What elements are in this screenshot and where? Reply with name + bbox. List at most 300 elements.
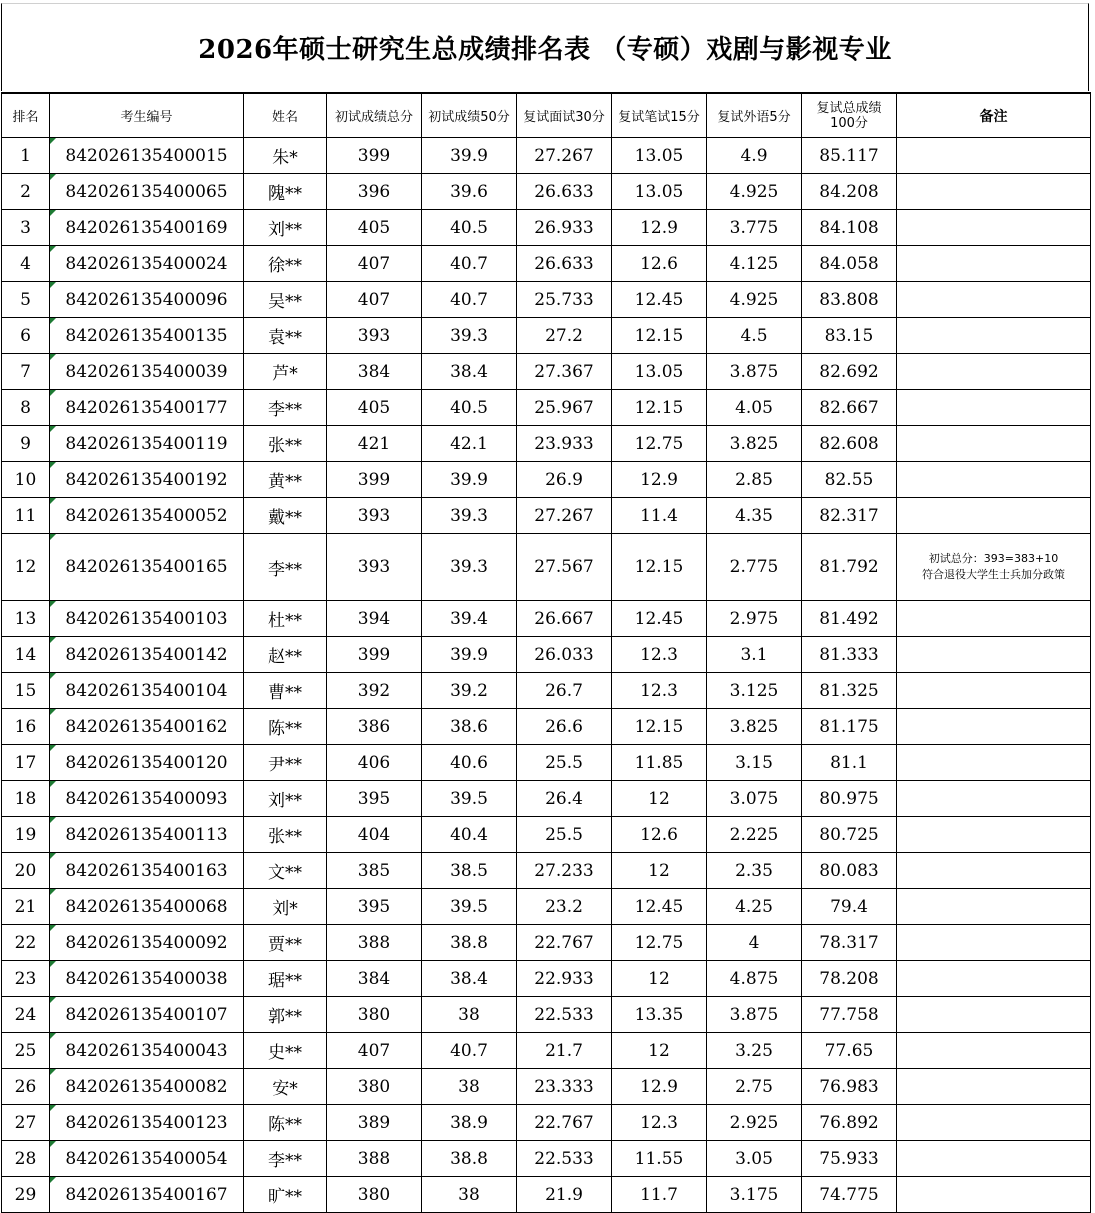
cell-written-15[interactable]: 13.35 [612,997,707,1033]
cell-interview-30[interactable]: 26.633 [517,174,612,210]
cell-interview-30[interactable]: 27.2 [517,318,612,354]
cell-foreign-5[interactable]: 4.925 [707,174,802,210]
cell-retest-total[interactable]: 83.15 [802,318,897,354]
cell-initial-50[interactable]: 39.3 [422,534,517,601]
cell-exam-id[interactable]: 842026135400082 [50,1069,244,1105]
cell-exam-id[interactable]: 842026135400123 [50,1105,244,1141]
cell-rank[interactable]: 10 [2,462,50,498]
cell-foreign-5[interactable]: 4.125 [707,246,802,282]
cell-rank[interactable]: 5 [2,282,50,318]
cell-interview-30[interactable]: 26.933 [517,210,612,246]
cell-retest-total[interactable]: 81.792 [802,534,897,601]
cell-initial-50[interactable]: 42.1 [422,426,517,462]
cell-retest-total[interactable]: 78.317 [802,925,897,961]
cell-rank[interactable]: 23 [2,961,50,997]
cell-written-15[interactable]: 12.15 [612,709,707,745]
cell-written-15[interactable]: 12.75 [612,426,707,462]
cell-name[interactable]: 吴** [244,282,327,318]
cell-rank[interactable]: 19 [2,817,50,853]
cell-name[interactable]: 袁** [244,318,327,354]
cell-interview-30[interactable]: 27.367 [517,354,612,390]
cell-rank[interactable]: 16 [2,709,50,745]
cell-interview-30[interactable]: 22.533 [517,1141,612,1177]
cell-written-15[interactable]: 12 [612,853,707,889]
cell-interview-30[interactable]: 26.4 [517,781,612,817]
cell-foreign-5[interactable]: 4.925 [707,282,802,318]
cell-interview-30[interactable]: 22.933 [517,961,612,997]
cell-rank[interactable]: 14 [2,637,50,673]
cell-name[interactable]: 黄** [244,462,327,498]
cell-rank[interactable]: 17 [2,745,50,781]
cell-notes[interactable] [897,997,1091,1033]
cell-rank[interactable]: 26 [2,1069,50,1105]
cell-retest-total[interactable]: 81.333 [802,637,897,673]
cell-foreign-5[interactable]: 3.825 [707,709,802,745]
cell-foreign-5[interactable]: 2.975 [707,601,802,637]
header-notes[interactable]: 备注 [897,93,1091,138]
cell-rank[interactable]: 6 [2,318,50,354]
cell-written-15[interactable]: 12.75 [612,925,707,961]
cell-retest-total[interactable]: 74.775 [802,1177,897,1213]
cell-foreign-5[interactable]: 4.5 [707,318,802,354]
cell-initial-50[interactable]: 38 [422,1069,517,1105]
cell-notes[interactable] [897,246,1091,282]
cell-initial-50[interactable]: 38.8 [422,1141,517,1177]
cell-retest-total[interactable]: 75.933 [802,1141,897,1177]
cell-rank[interactable]: 11 [2,498,50,534]
cell-retest-total[interactable]: 81.492 [802,601,897,637]
cell-notes[interactable] [897,462,1091,498]
cell-initial-50[interactable]: 39.2 [422,673,517,709]
cell-exam-id[interactable]: 842026135400142 [50,637,244,673]
cell-interview-30[interactable]: 25.5 [517,817,612,853]
cell-notes[interactable] [897,282,1091,318]
cell-notes[interactable] [897,673,1091,709]
cell-notes[interactable] [897,210,1091,246]
cell-interview-30[interactable]: 23.2 [517,889,612,925]
cell-initial-50[interactable]: 40.5 [422,390,517,426]
cell-written-15[interactable]: 12 [612,1033,707,1069]
cell-interview-30[interactable]: 27.233 [517,853,612,889]
cell-interview-30[interactable]: 22.533 [517,997,612,1033]
cell-foreign-5[interactable]: 2.925 [707,1105,802,1141]
cell-notes[interactable] [897,138,1091,174]
cell-retest-total[interactable]: 82.667 [802,390,897,426]
cell-foreign-5[interactable]: 3.125 [707,673,802,709]
header-foreign-5[interactable]: 复试外语5分 [707,93,802,138]
cell-name[interactable]: 李** [244,390,327,426]
cell-initial-total[interactable]: 392 [327,673,422,709]
cell-written-15[interactable]: 11.4 [612,498,707,534]
cell-initial-total[interactable]: 395 [327,781,422,817]
cell-written-15[interactable]: 12.9 [612,1069,707,1105]
cell-initial-50[interactable]: 39.4 [422,601,517,637]
cell-rank[interactable]: 15 [2,673,50,709]
cell-initial-50[interactable]: 40.5 [422,210,517,246]
cell-name[interactable]: 曹** [244,673,327,709]
cell-notes[interactable] [897,853,1091,889]
cell-initial-50[interactable]: 39.5 [422,889,517,925]
cell-foreign-5[interactable]: 3.825 [707,426,802,462]
cell-interview-30[interactable]: 26.7 [517,673,612,709]
cell-foreign-5[interactable]: 3.05 [707,1141,802,1177]
cell-exam-id[interactable]: 842026135400163 [50,853,244,889]
cell-initial-total[interactable]: 393 [327,318,422,354]
cell-written-15[interactable]: 12.45 [612,282,707,318]
cell-foreign-5[interactable]: 3.775 [707,210,802,246]
cell-interview-30[interactable]: 23.933 [517,426,612,462]
header-interview-30[interactable]: 复试面试30分 [517,93,612,138]
cell-rank[interactable]: 18 [2,781,50,817]
cell-exam-id[interactable]: 842026135400038 [50,961,244,997]
cell-interview-30[interactable]: 26.6 [517,709,612,745]
cell-retest-total[interactable]: 80.975 [802,781,897,817]
cell-notes[interactable] [897,498,1091,534]
cell-initial-total[interactable]: 393 [327,534,422,601]
cell-initial-total[interactable]: 380 [327,1069,422,1105]
cell-retest-total[interactable]: 77.65 [802,1033,897,1069]
cell-initial-total[interactable]: 384 [327,961,422,997]
cell-name[interactable]: 陈** [244,1105,327,1141]
cell-notes[interactable] [897,174,1091,210]
cell-initial-50[interactable]: 40.4 [422,817,517,853]
cell-retest-total[interactable]: 80.725 [802,817,897,853]
cell-written-15[interactable]: 11.55 [612,1141,707,1177]
cell-initial-50[interactable]: 38.9 [422,1105,517,1141]
cell-exam-id[interactable]: 842026135400177 [50,390,244,426]
cell-interview-30[interactable]: 27.267 [517,498,612,534]
cell-foreign-5[interactable]: 4.9 [707,138,802,174]
cell-initial-total[interactable]: 388 [327,925,422,961]
cell-written-15[interactable]: 12.9 [612,462,707,498]
cell-foreign-5[interactable]: 3.25 [707,1033,802,1069]
cell-initial-total[interactable]: 407 [327,1033,422,1069]
cell-exam-id[interactable]: 842026135400167 [50,1177,244,1213]
cell-rank[interactable]: 24 [2,997,50,1033]
cell-initial-total[interactable]: 421 [327,426,422,462]
cell-initial-total[interactable]: 385 [327,853,422,889]
cell-notes[interactable] [897,1105,1091,1141]
cell-initial-total[interactable]: 388 [327,1141,422,1177]
cell-foreign-5[interactable]: 3.875 [707,354,802,390]
cell-retest-total[interactable]: 81.1 [802,745,897,781]
cell-foreign-5[interactable]: 2.775 [707,534,802,601]
cell-written-15[interactable]: 11.7 [612,1177,707,1213]
cell-initial-50[interactable]: 38.4 [422,354,517,390]
cell-notes[interactable] [897,390,1091,426]
cell-retest-total[interactable]: 80.083 [802,853,897,889]
cell-initial-total[interactable]: 407 [327,282,422,318]
cell-initial-total[interactable]: 380 [327,997,422,1033]
cell-name[interactable]: 刘** [244,781,327,817]
cell-foreign-5[interactable]: 2.85 [707,462,802,498]
cell-exam-id[interactable]: 842026135400039 [50,354,244,390]
cell-initial-50[interactable]: 40.6 [422,745,517,781]
cell-name[interactable]: 安* [244,1069,327,1105]
cell-initial-total[interactable]: 406 [327,745,422,781]
cell-name[interactable]: 赵** [244,637,327,673]
cell-foreign-5[interactable]: 4.25 [707,889,802,925]
cell-interview-30[interactable]: 25.733 [517,282,612,318]
cell-written-15[interactable]: 12.15 [612,534,707,601]
cell-rank[interactable]: 12 [2,534,50,601]
cell-written-15[interactable]: 13.05 [612,138,707,174]
cell-exam-id[interactable]: 842026135400162 [50,709,244,745]
cell-initial-total[interactable]: 380 [327,1177,422,1213]
cell-exam-id[interactable]: 842026135400024 [50,246,244,282]
cell-foreign-5[interactable]: 2.75 [707,1069,802,1105]
cell-interview-30[interactable]: 26.033 [517,637,612,673]
cell-rank[interactable]: 1 [2,138,50,174]
cell-rank[interactable]: 28 [2,1141,50,1177]
cell-retest-total[interactable]: 82.608 [802,426,897,462]
cell-notes[interactable] [897,961,1091,997]
cell-initial-50[interactable]: 40.7 [422,246,517,282]
cell-name[interactable]: 贾** [244,925,327,961]
cell-initial-50[interactable]: 38 [422,997,517,1033]
cell-exam-id[interactable]: 842026135400120 [50,745,244,781]
cell-notes[interactable] [897,1069,1091,1105]
cell-written-15[interactable]: 11.85 [612,745,707,781]
cell-initial-50[interactable]: 39.9 [422,462,517,498]
cell-interview-30[interactable]: 26.9 [517,462,612,498]
cell-foreign-5[interactable]: 4.875 [707,961,802,997]
cell-interview-30[interactable]: 21.9 [517,1177,612,1213]
cell-exam-id[interactable]: 842026135400052 [50,498,244,534]
cell-rank[interactable]: 2 [2,174,50,210]
cell-exam-id[interactable]: 842026135400113 [50,817,244,853]
cell-initial-total[interactable]: 405 [327,390,422,426]
cell-foreign-5[interactable]: 3.1 [707,637,802,673]
title-cell[interactable] [1,3,1089,91]
cell-rank[interactable]: 20 [2,853,50,889]
cell-notes[interactable] [897,817,1091,853]
cell-retest-total[interactable]: 82.692 [802,354,897,390]
cell-foreign-5[interactable]: 4.05 [707,390,802,426]
cell-exam-id[interactable]: 842026135400043 [50,1033,244,1069]
header-exam-id[interactable]: 考生编号 [50,93,244,138]
cell-exam-id[interactable]: 842026135400107 [50,997,244,1033]
cell-notes[interactable] [897,601,1091,637]
cell-name[interactable]: 刘** [244,210,327,246]
cell-interview-30[interactable]: 27.567 [517,534,612,601]
cell-interview-30[interactable]: 25.5 [517,745,612,781]
cell-initial-50[interactable]: 38.4 [422,961,517,997]
cell-written-15[interactable]: 12.45 [612,889,707,925]
cell-initial-total[interactable]: 394 [327,601,422,637]
header-initial-50[interactable]: 初试成绩50分 [422,93,517,138]
cell-foreign-5[interactable]: 3.175 [707,1177,802,1213]
cell-notes[interactable] [897,1177,1091,1213]
cell-written-15[interactable]: 12.3 [612,673,707,709]
cell-written-15[interactable]: 12.3 [612,1105,707,1141]
cell-retest-total[interactable]: 84.208 [802,174,897,210]
cell-retest-total[interactable]: 83.808 [802,282,897,318]
cell-initial-50[interactable]: 39.3 [422,498,517,534]
cell-initial-50[interactable]: 39.9 [422,637,517,673]
cell-retest-total[interactable]: 84.058 [802,246,897,282]
cell-initial-total[interactable]: 393 [327,498,422,534]
cell-name[interactable]: 旷** [244,1177,327,1213]
cell-retest-total[interactable]: 77.758 [802,997,897,1033]
cell-name[interactable]: 陈** [244,709,327,745]
cell-exam-id[interactable]: 842026135400119 [50,426,244,462]
cell-initial-50[interactable]: 39.3 [422,318,517,354]
cell-exam-id[interactable]: 842026135400068 [50,889,244,925]
cell-written-15[interactable]: 12.15 [612,390,707,426]
cell-exam-id[interactable]: 842026135400103 [50,601,244,637]
cell-retest-total[interactable]: 76.892 [802,1105,897,1141]
cell-foreign-5[interactable]: 3.075 [707,781,802,817]
cell-foreign-5[interactable]: 4 [707,925,802,961]
cell-exam-id[interactable]: 842026135400093 [50,781,244,817]
cell-notes[interactable] [897,925,1091,961]
header-initial-total[interactable]: 初试成绩总分 [327,93,422,138]
cell-exam-id[interactable]: 842026135400096 [50,282,244,318]
header-name[interactable]: 姓名 [244,93,327,138]
cell-written-15[interactable]: 12.45 [612,601,707,637]
cell-name[interactable]: 琚** [244,961,327,997]
cell-name[interactable]: 徐** [244,246,327,282]
cell-notes[interactable] [897,318,1091,354]
cell-notes[interactable] [897,1141,1091,1177]
cell-retest-total[interactable]: 84.108 [802,210,897,246]
cell-initial-50[interactable]: 39.9 [422,138,517,174]
cell-initial-total[interactable]: 395 [327,889,422,925]
cell-written-15[interactable]: 12.15 [612,318,707,354]
cell-initial-total[interactable]: 399 [327,637,422,673]
cell-retest-total[interactable]: 81.175 [802,709,897,745]
cell-notes[interactable] [897,889,1091,925]
cell-rank[interactable]: 22 [2,925,50,961]
cell-name[interactable]: 戴** [244,498,327,534]
cell-rank[interactable]: 7 [2,354,50,390]
cell-interview-30[interactable]: 27.267 [517,138,612,174]
cell-foreign-5[interactable]: 3.875 [707,997,802,1033]
cell-foreign-5[interactable]: 3.15 [707,745,802,781]
cell-initial-50[interactable]: 39.5 [422,781,517,817]
cell-initial-total[interactable]: 389 [327,1105,422,1141]
cell-initial-50[interactable]: 39.6 [422,174,517,210]
cell-rank[interactable]: 21 [2,889,50,925]
cell-name[interactable]: 隗** [244,174,327,210]
cell-initial-50[interactable]: 40.7 [422,282,517,318]
cell-name[interactable]: 史** [244,1033,327,1069]
header-written-15[interactable]: 复试笔试15分 [612,93,707,138]
cell-name[interactable]: 张** [244,817,327,853]
cell-interview-30[interactable]: 22.767 [517,1105,612,1141]
cell-rank[interactable]: 4 [2,246,50,282]
cell-initial-total[interactable]: 399 [327,462,422,498]
cell-initial-50[interactable]: 38.6 [422,709,517,745]
cell-name[interactable]: 朱* [244,138,327,174]
cell-rank[interactable]: 13 [2,601,50,637]
cell-rank[interactable]: 3 [2,210,50,246]
cell-interview-30[interactable]: 26.633 [517,246,612,282]
cell-initial-total[interactable]: 405 [327,210,422,246]
cell-rank[interactable]: 8 [2,390,50,426]
cell-notes[interactable] [897,1033,1091,1069]
cell-exam-id[interactable]: 842026135400065 [50,174,244,210]
cell-written-15[interactable]: 12.6 [612,817,707,853]
cell-name[interactable]: 文** [244,853,327,889]
header-retest-total[interactable] [802,93,897,138]
cell-interview-30[interactable]: 22.767 [517,925,612,961]
header-rank[interactable]: 排名 [2,93,50,138]
cell-notes[interactable] [897,709,1091,745]
cell-exam-id[interactable]: 842026135400192 [50,462,244,498]
cell-rank[interactable]: 9 [2,426,50,462]
cell-exam-id[interactable]: 842026135400092 [50,925,244,961]
cell-notes[interactable] [897,781,1091,817]
cell-rank[interactable]: 27 [2,1105,50,1141]
cell-name[interactable]: 郭** [244,997,327,1033]
cell-retest-total[interactable]: 78.208 [802,961,897,997]
cell-written-15[interactable]: 12.3 [612,637,707,673]
cell-written-15[interactable]: 13.05 [612,174,707,210]
cell-initial-50[interactable]: 38 [422,1177,517,1213]
cell-exam-id[interactable]: 842026135400015 [50,138,244,174]
cell-retest-total[interactable]: 81.325 [802,673,897,709]
cell-written-15[interactable]: 12 [612,961,707,997]
cell-foreign-5[interactable]: 2.225 [707,817,802,853]
cell-initial-total[interactable]: 399 [327,138,422,174]
cell-notes[interactable] [897,534,1091,601]
cell-notes[interactable] [897,354,1091,390]
cell-retest-total[interactable]: 82.55 [802,462,897,498]
cell-initial-50[interactable]: 38.8 [422,925,517,961]
cell-name[interactable]: 尹** [244,745,327,781]
cell-retest-total[interactable]: 85.117 [802,138,897,174]
cell-exam-id[interactable]: 842026135400165 [50,534,244,601]
cell-name[interactable]: 李** [244,1141,327,1177]
cell-exam-id[interactable]: 842026135400169 [50,210,244,246]
cell-written-15[interactable]: 12.9 [612,210,707,246]
cell-written-15[interactable]: 12 [612,781,707,817]
cell-name[interactable]: 杜** [244,601,327,637]
cell-exam-id[interactable]: 842026135400135 [50,318,244,354]
cell-notes[interactable] [897,637,1091,673]
cell-name[interactable]: 张** [244,426,327,462]
cell-notes[interactable] [897,426,1091,462]
cell-interview-30[interactable]: 26.667 [517,601,612,637]
cell-written-15[interactable]: 12.6 [612,246,707,282]
cell-interview-30[interactable]: 21.7 [517,1033,612,1069]
cell-initial-total[interactable]: 386 [327,709,422,745]
cell-retest-total[interactable]: 82.317 [802,498,897,534]
cell-foreign-5[interactable]: 4.35 [707,498,802,534]
cell-exam-id[interactable]: 842026135400054 [50,1141,244,1177]
cell-retest-total[interactable]: 79.4 [802,889,897,925]
cell-initial-total[interactable]: 384 [327,354,422,390]
cell-name[interactable]: 刘* [244,889,327,925]
cell-name[interactable]: 李** [244,534,327,601]
cell-interview-30[interactable]: 23.333 [517,1069,612,1105]
cell-foreign-5[interactable]: 2.35 [707,853,802,889]
cell-initial-50[interactable]: 40.7 [422,1033,517,1069]
cell-exam-id[interactable]: 842026135400104 [50,673,244,709]
cell-initial-total[interactable]: 404 [327,817,422,853]
cell-written-15[interactable]: 13.05 [612,354,707,390]
cell-rank[interactable]: 25 [2,1033,50,1069]
cell-rank[interactable]: 29 [2,1177,50,1213]
cell-initial-total[interactable]: 396 [327,174,422,210]
cell-retest-total[interactable]: 76.983 [802,1069,897,1105]
cell-initial-total[interactable]: 407 [327,246,422,282]
cell-interview-30[interactable]: 25.967 [517,390,612,426]
cell-notes[interactable] [897,745,1091,781]
cell-initial-50[interactable]: 38.5 [422,853,517,889]
